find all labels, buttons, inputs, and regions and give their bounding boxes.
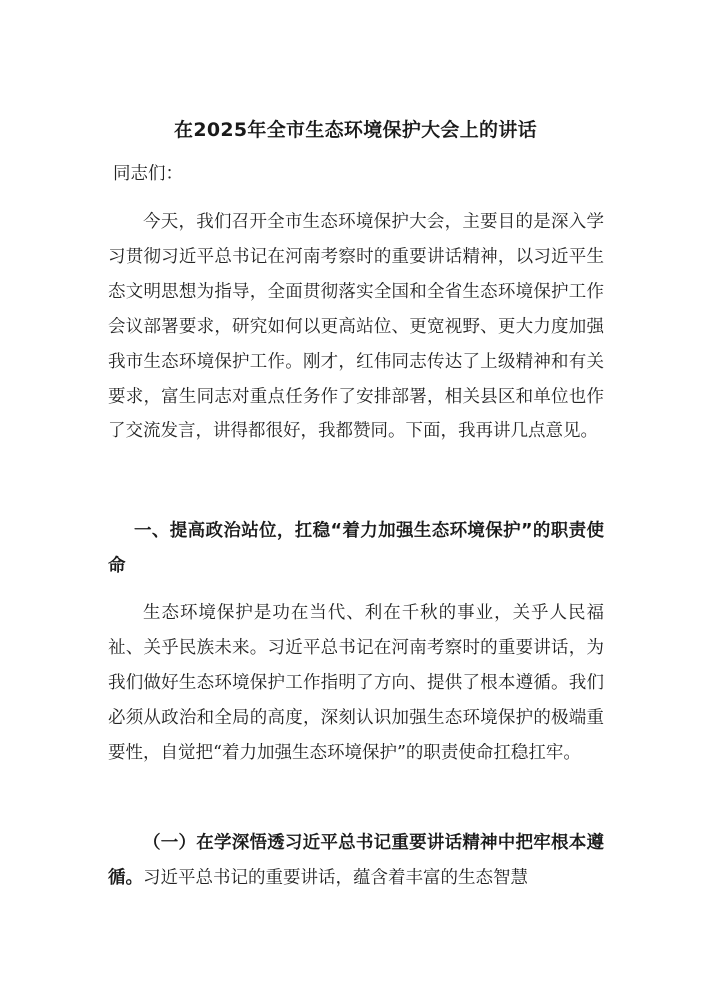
subsection-heading-1: （一）在学深悟透习近平总书记重要讲话精神中把牢根本遵循。 bbox=[108, 833, 604, 888]
subsection-body-1: 习近平总书记的重要讲话，蕴含着丰富的生态智慧 bbox=[143, 867, 528, 888]
salutation: 同志们： bbox=[113, 164, 183, 184]
document-title: 在2025年全市生态环境保护大会上的讲话 bbox=[174, 119, 537, 141]
paragraph-subsection-1 bbox=[108, 826, 604, 896]
section-heading-1: 一、提高政治站位，扛稳“着力加强生态环境保护”的职责使命 bbox=[108, 521, 604, 576]
paragraph-section-1: 生态环境保护是功在当代、利在千秋的事业，关乎人民福祉、关乎民族未来。习近平总书记在河南考察时的重要讲话，为我们做好生态环境保护工作指明了方向、提供了根本遵循。我们必须从政治和全局的高度，深刻认识加强生态环境保护的极端重要性，自觉把“着力加强生态环境保护”的职责使命扛稳扛牢。 bbox=[108, 603, 604, 763]
paragraph-intro: 今天，我们召开全市生态环境保护大会，主要目的是深入学习贯彻习近平总书记在河南考察时的重要讲话精神，以习近平生态文明思想为指导，全面贯彻落实全国和全省生态环境保护工作会议部署要求，研究如何以更高站位、更宽视野、更大力度加强我市生态环境保护工作。刚才，红伟同志传达了上级精神和有关要求，富生同志对重点任务作了安排部署，相关县区和单位也作了交流发言，讲得都很好，我都赞同。下面，我再讲几点意见。 bbox=[108, 212, 604, 442]
